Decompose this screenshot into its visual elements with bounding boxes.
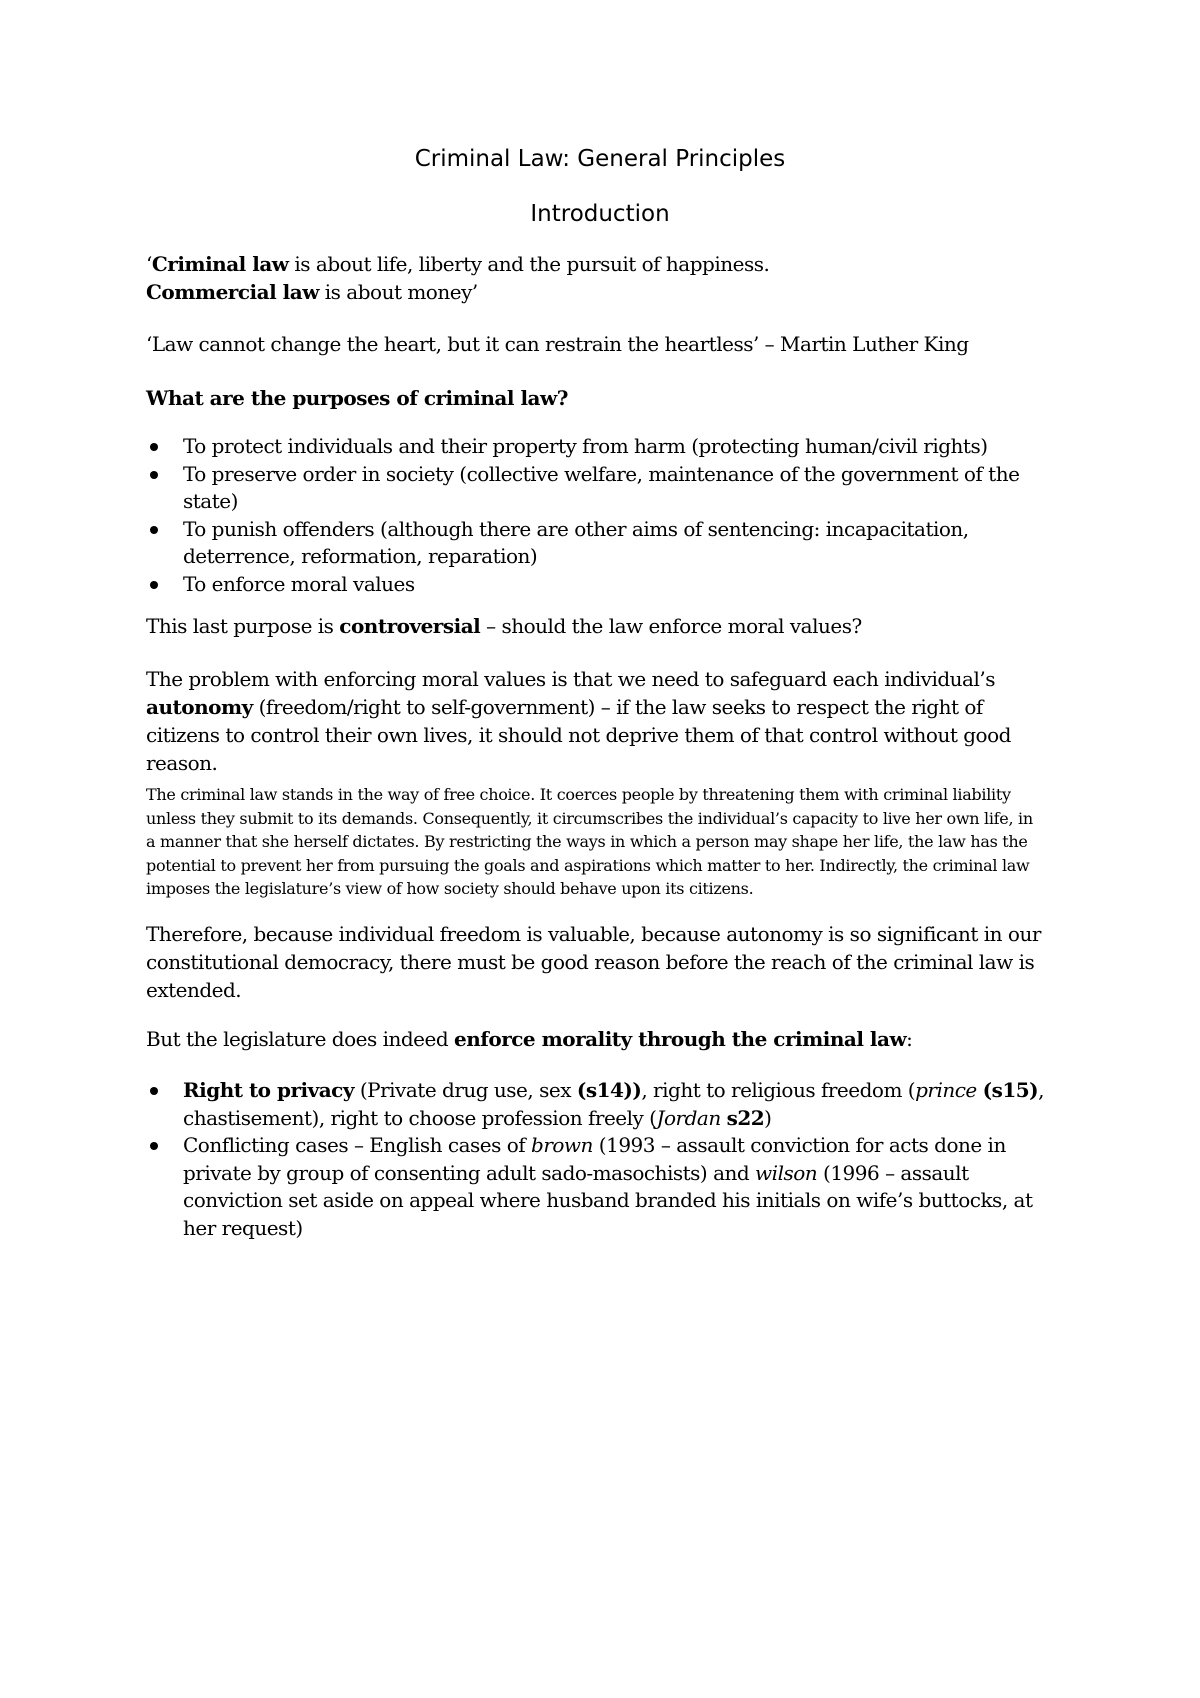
autonomy-paragraph: The problem with enforcing moral values is that we need to safeguard each individual’s autonomy (freedom/right to self-government) – if the law seeks to respect the right of citizens to control their own lives, it should not deprive them of that control without good reason.: [146, 667, 1011, 775]
controversial-paragraph: This last purpose is controversial – should the law enforce moral values?: [146, 614, 862, 638]
term-criminal-law: Criminal law: [151, 252, 289, 276]
bullet-icon: [150, 471, 158, 479]
bullet-icon: [150, 526, 158, 534]
page-subtitle: Introduction: [530, 201, 670, 227]
list-item: To protect individuals and their property from harm (protecting human/civil rights): [146, 433, 1046, 461]
bullet-icon: [150, 1142, 158, 1150]
opening-quote: ‘Criminal law is about life, liberty and the pursuit of happiness. Commercial law is about money’: [146, 252, 770, 304]
bullet-icon: [150, 1087, 158, 1095]
list-item: Right to privacy (Private drug use, sex (s14)), right to religious freedom (prince (s15), chastisement), right to choose profession freely (Jordan s22): [146, 1077, 1046, 1132]
enforcement-list: [146, 1077, 1046, 1242]
purposes-list: [146, 433, 1046, 598]
list-item: To preserve order in society (collective welfare, maintenance of the government of the state): [146, 461, 1046, 516]
enforce-paragraph: But the legislature does indeed enforce morality through the criminal law:: [146, 1027, 913, 1051]
term-commercial-law: Commercial law: [146, 280, 319, 304]
page-title: Criminal Law: General Principles: [414, 146, 786, 172]
list-item: Conflicting cases – English cases of brown (1993 – assault conviction for acts done in private by group of consenting adult sado-masochists) and wilson (1996 – assault conviction set aside on appeal where husband branded his initials on wife’s buttocks, at her request): [146, 1132, 1046, 1242]
list-item: To enforce moral values: [146, 571, 1046, 599]
therefore-paragraph: Therefore, because individual freedom is valuable, because autonomy is so significant in our constitutional democracy, there must be good reason before the reach of the criminal law is extended.: [146, 922, 1041, 1002]
purposes-heading: What are the purposes of criminal law?: [146, 386, 568, 410]
bullet-icon: [150, 443, 158, 451]
list-item: To punish offenders (although there are other aims of sentencing: incapacitation, deterrence, reformation, reparation): [146, 516, 1046, 571]
extract-paragraph: The criminal law stands in the way of free choice. It coerces people by threatening them with criminal liability unless they submit to its demands. Consequently, it circumscribes the individual’s capacity to live her own life, in a manner that she herself dictates. By restricting the ways in which a person may shape her life, the law has the potential to prevent her from pursuing the goals and aspirations which matter to her. Indirectly, the criminal law imposes the legislature’s view of how society should behave upon its citizens.: [146, 785, 1033, 898]
mlk-quote: ‘Law cannot change the heart, but it can restrain the heartless’ – Martin Luther King: [146, 332, 969, 356]
bullet-icon: [150, 581, 158, 589]
